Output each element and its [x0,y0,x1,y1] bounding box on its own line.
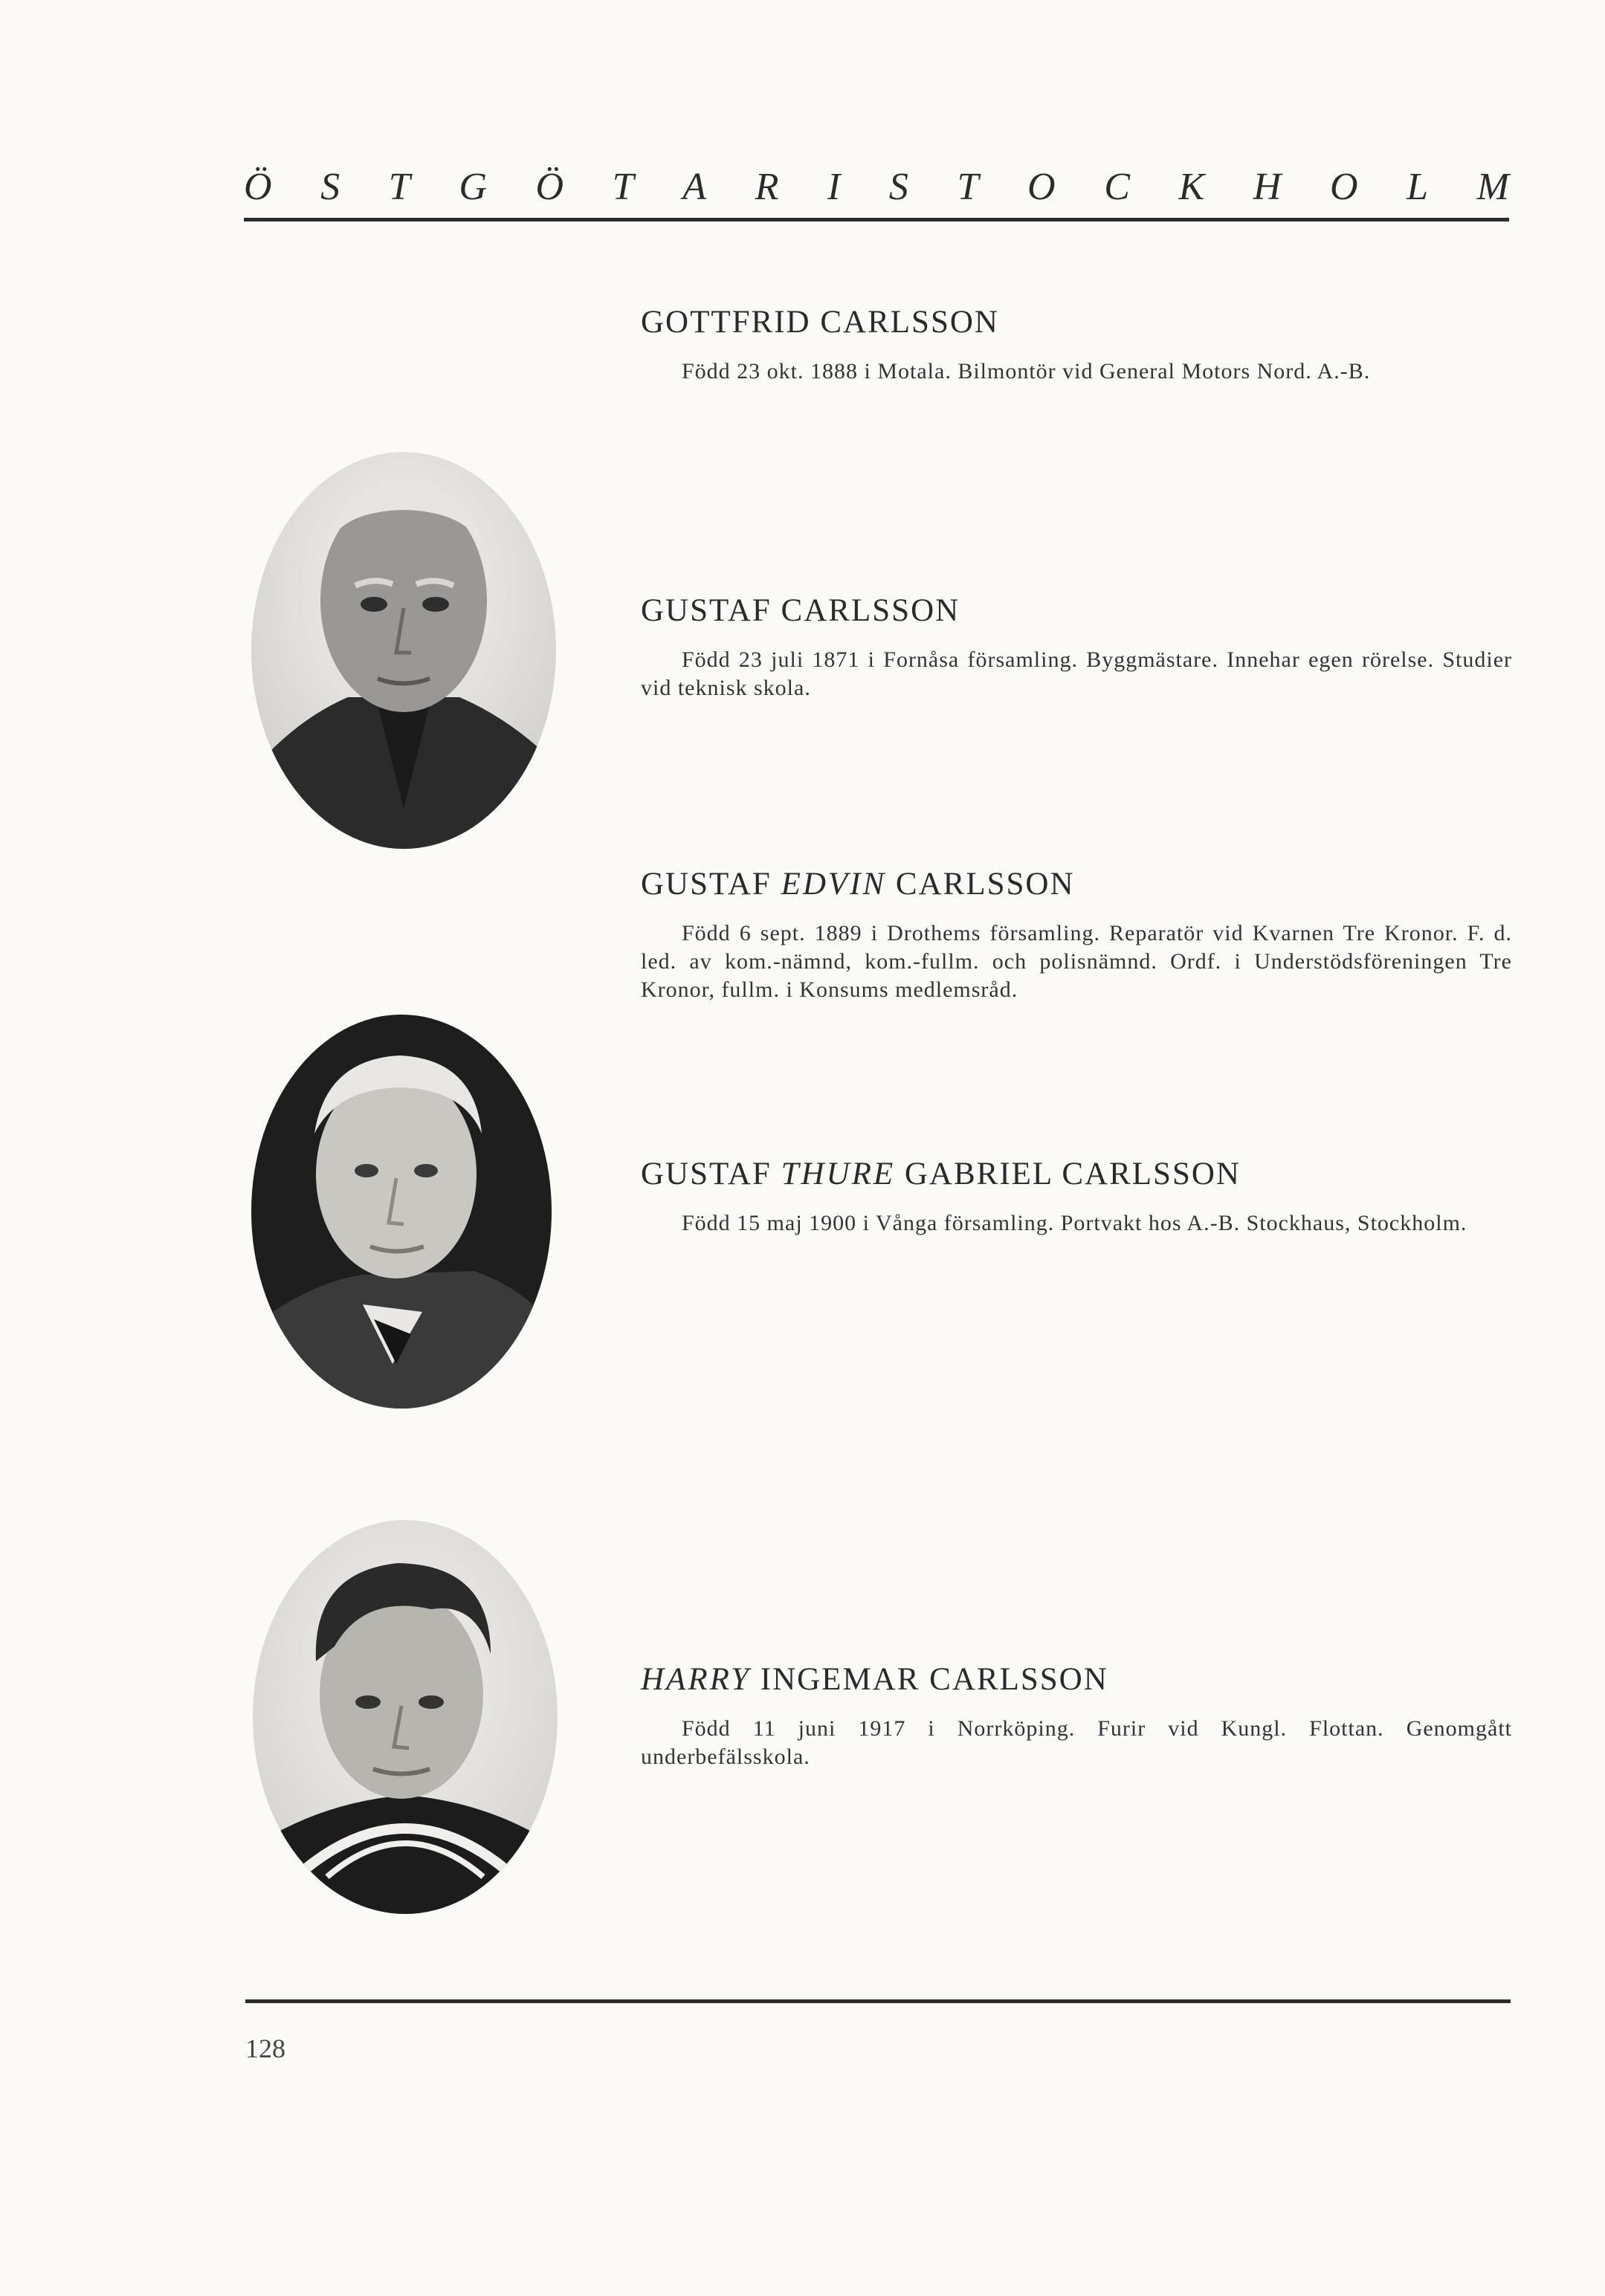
entry-bio: Född 11 juni 1917 i Norrköping. Furir vid Kungl. Flottan. Genomgått underbefälsskola. [641,1716,1512,1769]
entry-gustaf-thure-gabriel-carlsson [641,1158,1512,1238]
header-letter: G [459,166,487,208]
header-rule [244,218,1509,221]
header-letter: T [957,166,979,208]
entry-name [641,595,1512,627]
entry-gustaf-carlsson [641,595,1512,702]
header-letter: O [1329,166,1358,208]
footer-rule [245,1999,1511,2003]
entry-harry-ingemar-carlsson [641,1663,1512,1771]
entry-name [641,1663,1512,1695]
portrait-photo-gustaf-thure-gabriel-carlsson [251,1015,552,1409]
entry-bio: Född 6 sept. 1889 i Drothems församling. Reparatör vid Kvarnen Tre Kronor. F. d. led. av kom.-nämnd, kom.-fullm. och polisnämnd. Ordf. i Understödsföreningen Tre Kronor, fullm. i Konsums medlemsråd. [641,921,1512,1002]
entry-bio: Född 23 juli 1871 i Fornåsa församling. Byggmästare. Innehar egen rörelse. Studier vid teknisk skola. [641,647,1512,700]
page-number: 128 [245,2034,285,2063]
header-letter: S [888,166,908,208]
portrait-photo-harry-ingemar-carlsson [253,1520,558,1914]
header-letter: M [1476,166,1509,208]
header-letter: A [682,166,706,208]
header-letter: T [388,166,410,208]
header-letter: Ö [244,166,272,208]
name-part: GUSTAF CARLSSON [641,593,960,628]
name-part: GUSTAF [641,1157,781,1191]
entry-name [641,306,1512,338]
header-letter: Ö [535,166,564,208]
header-letter: H [1253,166,1282,208]
header-letter: T [612,166,634,208]
name-part-italic: EDVIN [781,867,887,902]
header-letter: R [755,166,779,208]
name-part: GOTTFRID CARLSSON [641,305,999,340]
header-letter: L [1407,166,1429,208]
header-letter: C [1104,166,1130,208]
entry-name [641,1158,1512,1190]
entry-bio: Född 23 okt. 1888 i Motala. Bilmontör vid General Motors Nord. A.-B. [682,359,1371,384]
portrait-photo-gustaf-carlsson [251,452,556,850]
name-part-italic: THURE [781,1157,896,1191]
running-header [244,165,1509,209]
entry-gottfrid-carlsson [641,306,1512,386]
header-letter: S [320,166,340,208]
entry-name [641,868,1512,900]
name-part-italic: HARRY [641,1662,751,1697]
name-part: GABRIEL CARLSSON [895,1157,1241,1191]
name-part: CARLSSON [886,867,1075,902]
entry-bio: Född 15 maj 1900 i Vånga församling. Portvakt hos A.-B. Stockhaus, Stockholm. [682,1211,1467,1235]
name-part: GUSTAF [641,867,781,902]
header-letter: O [1027,166,1056,208]
entry-gustaf-edvin-carlsson [641,868,1512,1004]
name-part: INGEMAR CARLSSON [751,1662,1108,1697]
header-letter: K [1178,166,1205,208]
header-letter: I [827,166,841,208]
